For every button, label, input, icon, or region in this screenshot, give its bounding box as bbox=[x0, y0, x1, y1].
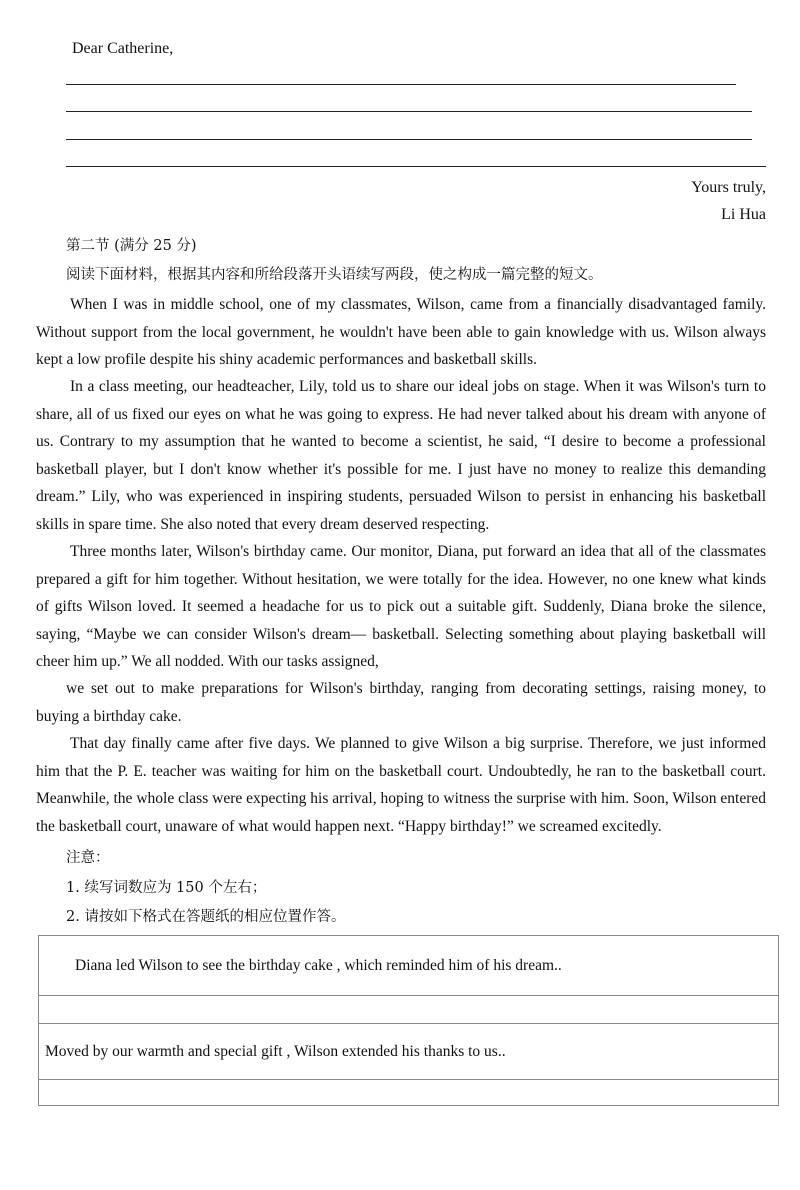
passage-paragraph-5: That day finally came after five days. We planned to give Wilson a big surprise. Therefore, we just informed him that the P. E. teacher was waiting for him on the basketball court. Undoubtedly, he ran to the basketball court. Meanwhile, the whole class were expecting his arrival, hoping to witness the surprise with him. Soon, Wilson entered the basketball court, unaware of what would happen next. “Happy birthday!” we screamed excitedly. bbox=[36, 735, 766, 835]
passage-paragraph-2: In a class meeting, our headteacher, Lily, told us to share our ideal jobs on stage. When it was Wilson's turn to share, all of us fixed our eyes on what he was going to express. He had never talked about his dream with anyone of us. Contrary to my assumption that he wanted to become a scientist, he said, “I desire to become a professional basketball player, but I don't know whether it's possible for me. I just have no money to realize this demanding dream.” Lily, who was experienced in inspiring students, persuaded Wilson to persist in enhancing his basketball skills in spare time. She also noted that every dream deserved respecting. bbox=[36, 378, 766, 533]
section-heading: 第二节 (满分 25 分) bbox=[66, 238, 197, 254]
notes-heading: 注意： bbox=[66, 850, 110, 866]
answer-blank-cell-2[interactable] bbox=[39, 1080, 779, 1106]
notes-item-2: 2. 请按如下格式在答题纸的相应位置作答。 bbox=[66, 909, 346, 925]
letter-signature: Li Hua bbox=[721, 206, 766, 223]
answer-opening-1: Diana led Wilson to see the birthday cake , which reminded him of his dream.. bbox=[75, 956, 562, 974]
answer-opening-2: Moved by our warmth and special gift , Wilson extended his thanks to us.. bbox=[45, 1042, 506, 1060]
notes-item-1: 1. 续写词数应为 150 个左右； bbox=[66, 880, 267, 896]
answer-box bbox=[38, 935, 779, 1106]
section-instruction: 阅读下面材料，根据其内容和所给段落开头语续写两段，使之构成一篇完整的短文。 bbox=[66, 267, 603, 283]
writing-line bbox=[66, 139, 752, 140]
letter-greeting: Dear Catherine, bbox=[72, 40, 174, 57]
passage-paragraph-4: we set out to make preparations for Wilson's birthday, ranging from decorating settings, raising money, to buying a birthday cake. bbox=[36, 680, 766, 725]
passage-paragraph-1: When I was in middle school, one of my classmates, Wilson, came from a financially disadvantaged family. Without support from the local government, he wouldn't have been able to gain knowledge with us. Wilson always kept a low profile despite his shiny academic performances and basketball skills. bbox=[36, 296, 766, 368]
writing-line bbox=[66, 111, 752, 112]
writing-line bbox=[66, 84, 736, 85]
writing-line bbox=[66, 166, 766, 167]
answer-opening-cell-2 bbox=[39, 1024, 779, 1080]
passage-paragraph-3: Three months later, Wilson's birthday came. Our monitor, Diana, put forward an idea that all of the classmates prepared a gift for him together. Without hesitation, we were totally for the idea. However, no one knew what kinds of gifts Wilson loved. It seemed a headache for us to pick out a suitable gift. Suddenly, Diana broke the silence, saying, “Maybe we can consider Wilson's dream— basketball. Selecting something about playing basketball will cheer him up.” We all nodded. With our tasks assigned, bbox=[36, 543, 766, 670]
answer-opening-cell-1 bbox=[39, 936, 779, 996]
letter-closing: Yours truly, bbox=[691, 179, 766, 196]
answer-blank-cell-1[interactable] bbox=[39, 996, 779, 1024]
